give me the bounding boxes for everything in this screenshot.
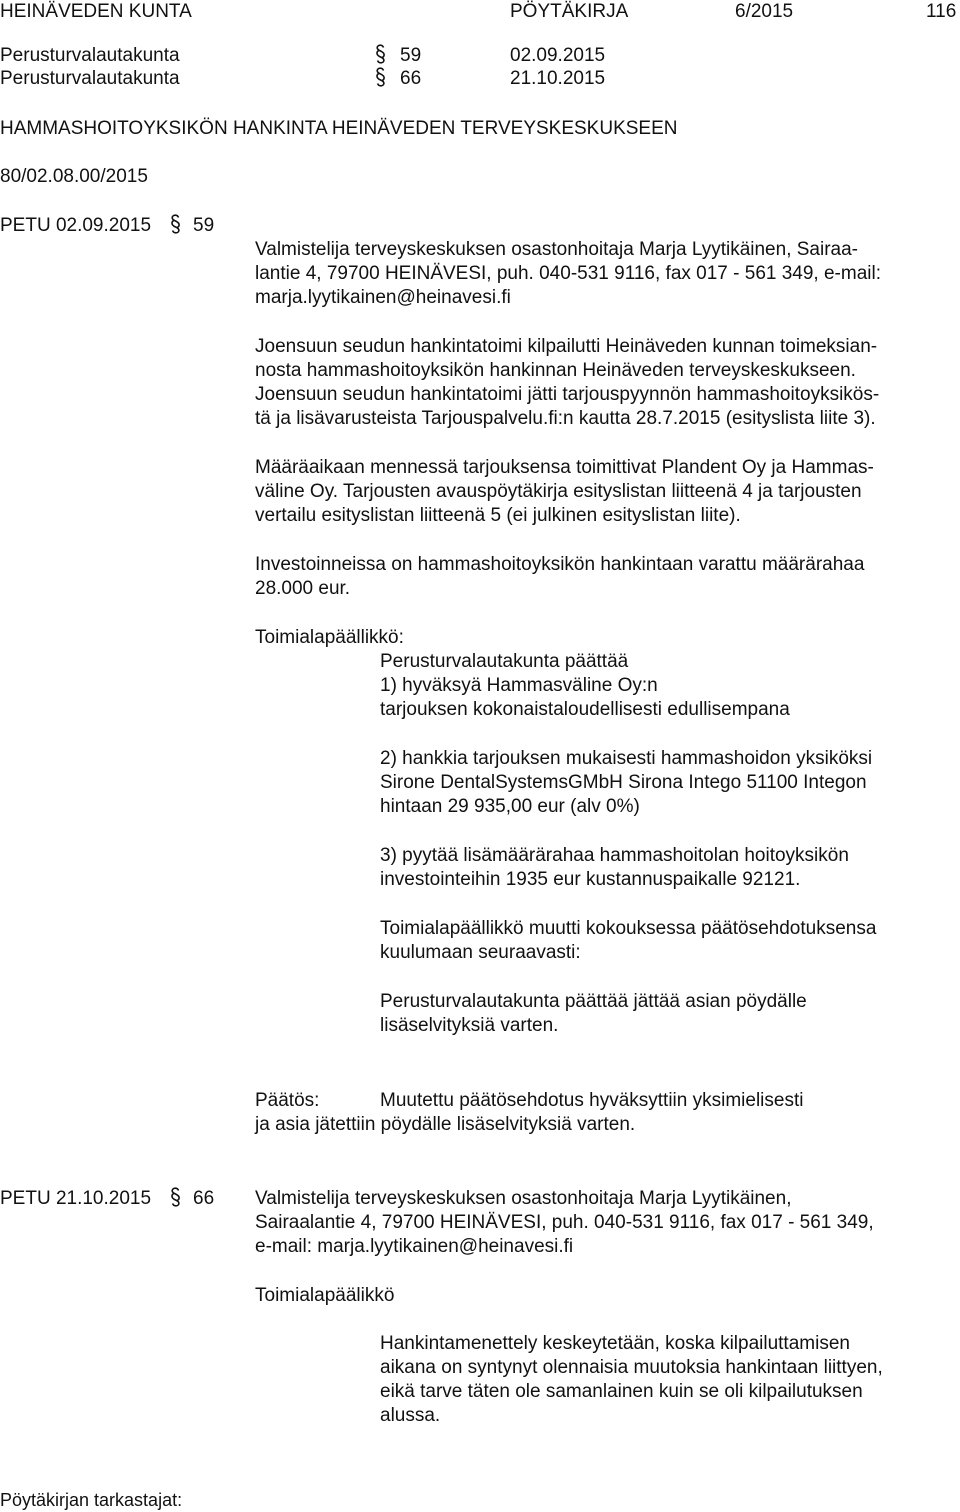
decision-text: Muutettu päätösehdotus hyväksyttiin yksimielisesti [380, 1090, 804, 1111]
petu-section: 59 [193, 215, 215, 236]
reference-number: 80/02.08.00/2015 [0, 166, 148, 187]
proposal-item: Sirone DentalSystemsGMbH Sirona Intego 51100 Integon [380, 772, 867, 793]
petu-label: PETU 02.09.2015 [0, 215, 152, 236]
section-sign-icon [375, 44, 386, 69]
proposer-label: Toimialapäälikkö [255, 1285, 395, 1306]
paragraph-line: Joensuun seudun hankintatoimi kilpailutti Heinäveden kunnan toimeksian- [255, 336, 878, 357]
municipality-name: HEINÄVEDEN KUNTA [0, 1, 192, 22]
petu-section: 66 [193, 1188, 215, 1209]
preparer-line: Valmistelija terveyskeskuksen osastonhoitaja Marja Lyytikäinen, Sairaa- [255, 239, 858, 260]
meeting-body: Perusturvalautakunta [0, 68, 180, 89]
paragraph-line: Joensuun seudun hankintatoimi jätti tarjouspyynnön hammashoitoyksikös- [255, 384, 880, 405]
meeting-section: 59 [400, 45, 422, 66]
preparer-line: Valmistelija terveyskeskuksen osastonhoitaja Marja Lyytikäinen, [255, 1188, 792, 1209]
proposal-text: aikana on syntynyt olennaisia muutoksia hankintaan liittyen, [380, 1357, 883, 1378]
preparer-line: Sairaalantie 4, 79700 HEINÄVESI, puh. 040-531 9116, fax 017 - 561 349, [255, 1212, 874, 1233]
proposer-label: Toimialapäällikkö: [255, 627, 404, 648]
new-proposal: Perusturvalautakunta päättää jättää asian pöydälle [380, 991, 807, 1012]
meeting-date: 02.09.2015 [510, 45, 606, 66]
changed-proposal-note: kuulumaan seuraavasti: [380, 942, 581, 963]
proposal-item: 1) hyväksyä Hammasväline Oy:n [380, 675, 658, 696]
document-title: HAMMASHOITOYKSIKÖN HANKINTA HEINÄVEDEN TERVEYSKESKUKSEEN [0, 118, 678, 139]
proposal-text: eikä tarve täten ole samanlainen kuin se oli kilpailutuksen [380, 1381, 863, 1402]
section-sign-icon [170, 1187, 181, 1212]
meeting-section: 66 [400, 68, 422, 89]
changed-proposal-note: Toimialapäällikkö muutti kokouksessa päätösehdotuksensa [380, 918, 877, 939]
section-sign-icon [170, 214, 181, 239]
proposal-item: tarjouksen kokonaistaloudellisesti edullisempana [380, 699, 790, 720]
paragraph-line: nosta hammashoitoyksikön hankinnan Heinäveden terveyskeskukseen. [255, 360, 856, 381]
proposal-item: 2) hankkia tarjouksen mukaisesti hammashoidon yksiköksi [380, 748, 873, 769]
petu-label: PETU 21.10.2015 [0, 1188, 152, 1209]
preparer-email[interactable]: marja.lyytikainen@heinavesi.fi [255, 287, 511, 308]
decision-label: Päätös: [255, 1090, 320, 1111]
document-type: PÖYTÄKIRJA [510, 1, 629, 22]
proposal-item: investointeihin 1935 eur kustannuspaikalle 92121. [380, 869, 801, 890]
new-proposal: lisäselvityksiä varten. [380, 1015, 559, 1036]
proposal-text: alussa. [380, 1405, 441, 1426]
proposal-item: 3) pyytää lisämäärärahaa hammashoitolan hoitoyksikön [380, 845, 849, 866]
preparer-email[interactable]: e-mail: marja.lyytikainen@heinavesi.fi [255, 1236, 574, 1257]
proposal-item: hintaan 29 935,00 eur (alv 0%) [380, 796, 640, 817]
paragraph-line: Investoinneissa on hammashoitoyksikön hankintaan varattu määrärahaa [255, 554, 865, 575]
section-sign-icon [375, 67, 386, 92]
preparer-line: lantie 4, 79700 HEINÄVESI, puh. 040-531 9116, fax 017 - 561 349, e-mail: [255, 263, 881, 284]
proposal-intro: Perusturvalautakunta päättää [380, 651, 629, 672]
meeting-date: 21.10.2015 [510, 68, 606, 89]
proposal-text: Hankintamenettely keskeytetään, koska kilpailuttamisen [380, 1333, 850, 1354]
paragraph-line: 28.000 eur. [255, 578, 351, 599]
paragraph-line: väline Oy. Tarjousten avauspöytäkirja esityslistan liitteenä 4 ja tarjousten [255, 481, 862, 502]
minutes-checkers-label: Pöytäkirjan tarkastajat: [0, 1490, 183, 1510]
paragraph-line: vertailu esityslistan liitteenä 5 (ei julkinen esityslistan liite). [255, 505, 741, 526]
decision-text: ja asia jätettiin pöydälle lisäselvityksiä varten. [255, 1114, 636, 1135]
page-number: 116 [926, 1, 957, 22]
issue-number: 6/2015 [735, 1, 794, 22]
paragraph-line: Määräaikaan mennessä tarjouksensa toimittivat Plandent Oy ja Hammas- [255, 457, 874, 478]
paragraph-line: tä ja lisävarusteista Tarjouspalvelu.fi:n kautta 28.7.2015 (esityslista liite 3). [255, 408, 876, 429]
meeting-body: Perusturvalautakunta [0, 45, 180, 66]
